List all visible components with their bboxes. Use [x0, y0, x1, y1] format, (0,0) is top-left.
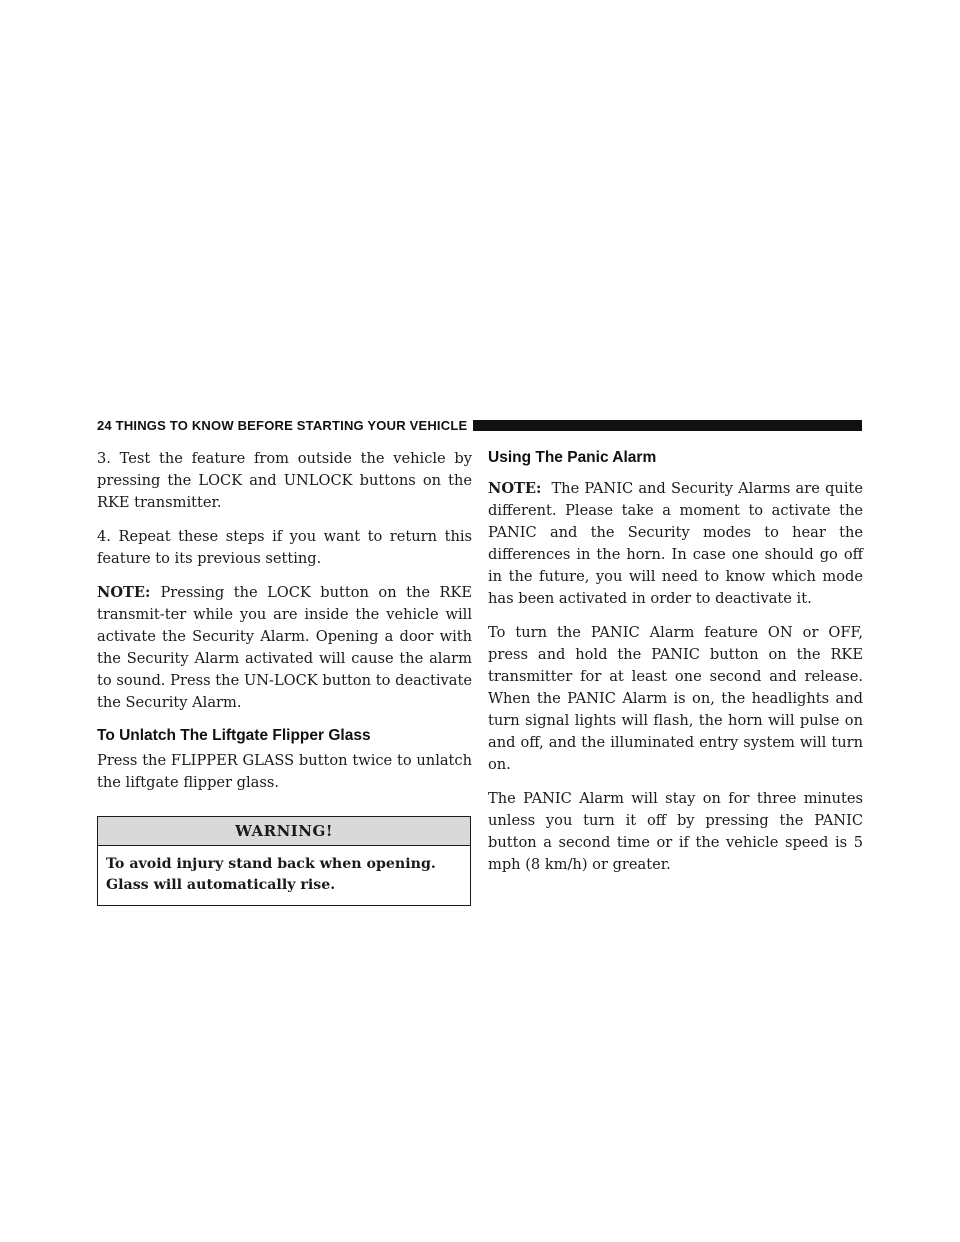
note-text: Pressing the LOCK button on the RKE transmit-ter while you are inside the vehicle will activate the Security Alarm. Opening a door with the Security Alarm activated will cause the alarm to sound. Press the UN-LOCK button to deactivate the Security Alarm.	[97, 584, 472, 711]
flipper-glass-paragraph: Press the FLIPPER GLASS button twice to unlatch the liftgate flipper glass.	[97, 752, 472, 791]
step-4-paragraph: 4. Repeat these steps if you want to return this feature to its previous setting.	[97, 528, 472, 567]
security-note-paragraph	[97, 582, 472, 714]
flipper-glass-heading: To Unlatch The Liftgate Flipper Glass	[97, 727, 371, 744]
warning-title: WARNING!	[98, 817, 470, 846]
header-rule	[473, 420, 862, 431]
note-text: The PANIC and Security Alarms are quite different. Please take a moment to activate the PANIC and the Security modes to hear the differences in the horn. In case one should go off in the future, you will need to know which mode has been activated in order to deactivate it.	[488, 480, 863, 607]
page-header-text: 24 THINGS TO KNOW BEFORE STARTING YOUR VEHICLE	[97, 417, 468, 433]
left-column	[97, 448, 472, 906]
note-label: NOTE:	[97, 584, 151, 601]
warning-box	[97, 816, 471, 906]
panic-alarm-heading: Using The Panic Alarm	[488, 449, 657, 466]
right-column	[488, 448, 863, 888]
panic-note-paragraph	[488, 478, 863, 610]
warning-text: To avoid injury stand back when opening. Glass will automatically rise.	[106, 856, 436, 893]
panic-duration-paragraph: The PANIC Alarm will stay on for three minutes unless you turn it off by pressing the PANIC button a second time or if the vehicle speed is 5 mph (8 km/h) or greater.	[488, 790, 863, 873]
note-label: NOTE:	[488, 480, 542, 497]
page-header	[97, 418, 862, 432]
step-3-paragraph: 3. Test the feature from outside the vehicle by pressing the LOCK and UNLOCK buttons on the RKE transmitter.	[97, 450, 472, 511]
panic-toggle-paragraph: To turn the PANIC Alarm feature ON or OFF, press and hold the PANIC button on the RKE transmitter for at least one second and release. When the PANIC Alarm is on, the headlights and turn signal lights will flash, the horn will pulse on and off, and the illuminated entry system will turn on.	[488, 624, 863, 773]
